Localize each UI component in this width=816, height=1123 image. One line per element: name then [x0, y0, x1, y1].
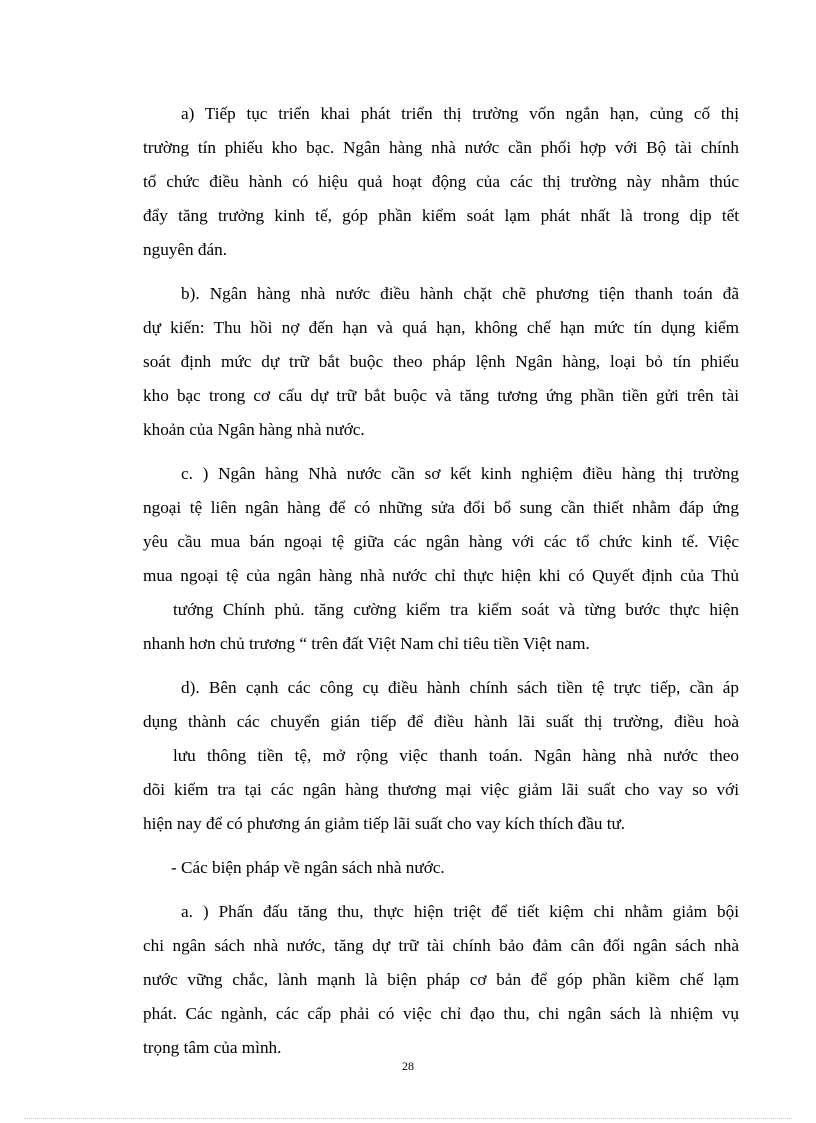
- text-line: hiện nay để có phương án giảm tiếp lãi suất cho vay kích thích đầu tư.: [143, 814, 626, 833]
- text-line: nhanh hơn chủ trương “ trên đất Việt Nam chỉ tiêu tiền Việt nam.: [143, 634, 590, 653]
- text-line: dự kiến: Thu hồi nợ đến hạn và quá hạn, không chế hạn mức tín dụng kiểm: [143, 318, 739, 337]
- text-line: tổ chức điều hành có hiệu quả hoạt động của các thị trường này nhằm thúc: [143, 172, 739, 191]
- paragraph: [143, 457, 739, 661]
- text-line: - Các biện pháp về ngân sách nhà nước.: [171, 858, 445, 877]
- text-line: dụng thành các chuyển gián tiếp để điều hành lãi suất thị trường, điều hoà: [143, 712, 739, 731]
- text-line: khoản của Ngân hàng nhà nước.: [143, 420, 365, 439]
- text-line: chi ngân sách nhà nước, tăng dự trữ tài chính bảo đảm cân đối ngân sách nhà: [143, 936, 739, 955]
- text-line: c. ) Ngân hàng Nhà nước cần sơ kết kinh nghiệm điều hàng thị trường: [181, 464, 739, 483]
- text-line: lưu thông tiền tệ, mở rộng việc thanh toán. Ngân hàng nhà nước theo: [173, 746, 739, 765]
- text-line: nước vững chắc, lành mạnh là biện pháp cơ bản để góp phần kiềm chế lạm: [143, 970, 739, 989]
- text-line: yêu cầu mua bán ngoại tệ giữa các ngân hàng với các tổ chức kinh tế. Việc: [143, 532, 739, 551]
- body-text: [143, 97, 739, 1065]
- text-line: kho bạc trong cơ cấu dự trữ bắt buộc và tăng tương ứng phần tiền gửi trên tài: [143, 386, 739, 405]
- text-line: a) Tiếp tục triển khai phát triển thị trường vốn ngắn hạn, củng cố thị: [181, 104, 739, 123]
- text-line: dõi kiểm tra tại các ngân hàng thương mại việc giảm lãi suất cho vay so với: [143, 780, 739, 799]
- text-line: a. ) Phấn đấu tăng thu, thực hiện triệt để tiết kiệm chi nhằm giảm bội: [181, 902, 739, 921]
- text-line: trọng tâm của mình.: [143, 1038, 282, 1057]
- text-line: nguyên đán.: [143, 240, 228, 259]
- text-line: trường tín phiếu kho bạc. Ngân hàng nhà nước cần phối hợp với Bộ tài chính: [143, 138, 739, 157]
- text-line: b). Ngân hàng nhà nước điều hành chặt chẽ phương tiện thanh toán đã: [181, 284, 739, 303]
- text-line: soát định mức dự trữ bắt buộc theo pháp lệnh Ngân hàng, loại bỏ tín phiếu: [143, 352, 739, 371]
- paragraph: [143, 97, 739, 267]
- text-line: mua ngoại tệ của ngân hàng nhà nước chỉ thực hiện khi có Quyết định của Thủ: [143, 566, 739, 585]
- page-number: 28: [402, 1059, 414, 1073]
- text-line: phát. Các ngành, các cấp phải có việc chỉ đạo thu, chi ngân sách là nhiệm vụ: [143, 1004, 739, 1023]
- text-line: đẩy tăng trưởng kinh tế, góp phần kiểm soát lạm phát nhất là trong dịp tết: [143, 206, 739, 225]
- text-line: tướng Chính phủ. tăng cường kiểm tra kiểm soát và từng bước thực hiện: [173, 600, 739, 619]
- paragraph: [143, 895, 739, 1065]
- text-line: d). Bên cạnh các công cụ điều hành chính sách tiền tệ trực tiếp, cần áp: [181, 678, 739, 697]
- footer-divider: [24, 1118, 792, 1119]
- paragraph: [143, 277, 739, 447]
- paragraph: [143, 671, 739, 841]
- section-heading: [143, 851, 739, 885]
- text-line: ngoại tệ liên ngân hàng để có những sửa đổi bổ sung cần thiết nhằm đáp ứng: [143, 498, 739, 517]
